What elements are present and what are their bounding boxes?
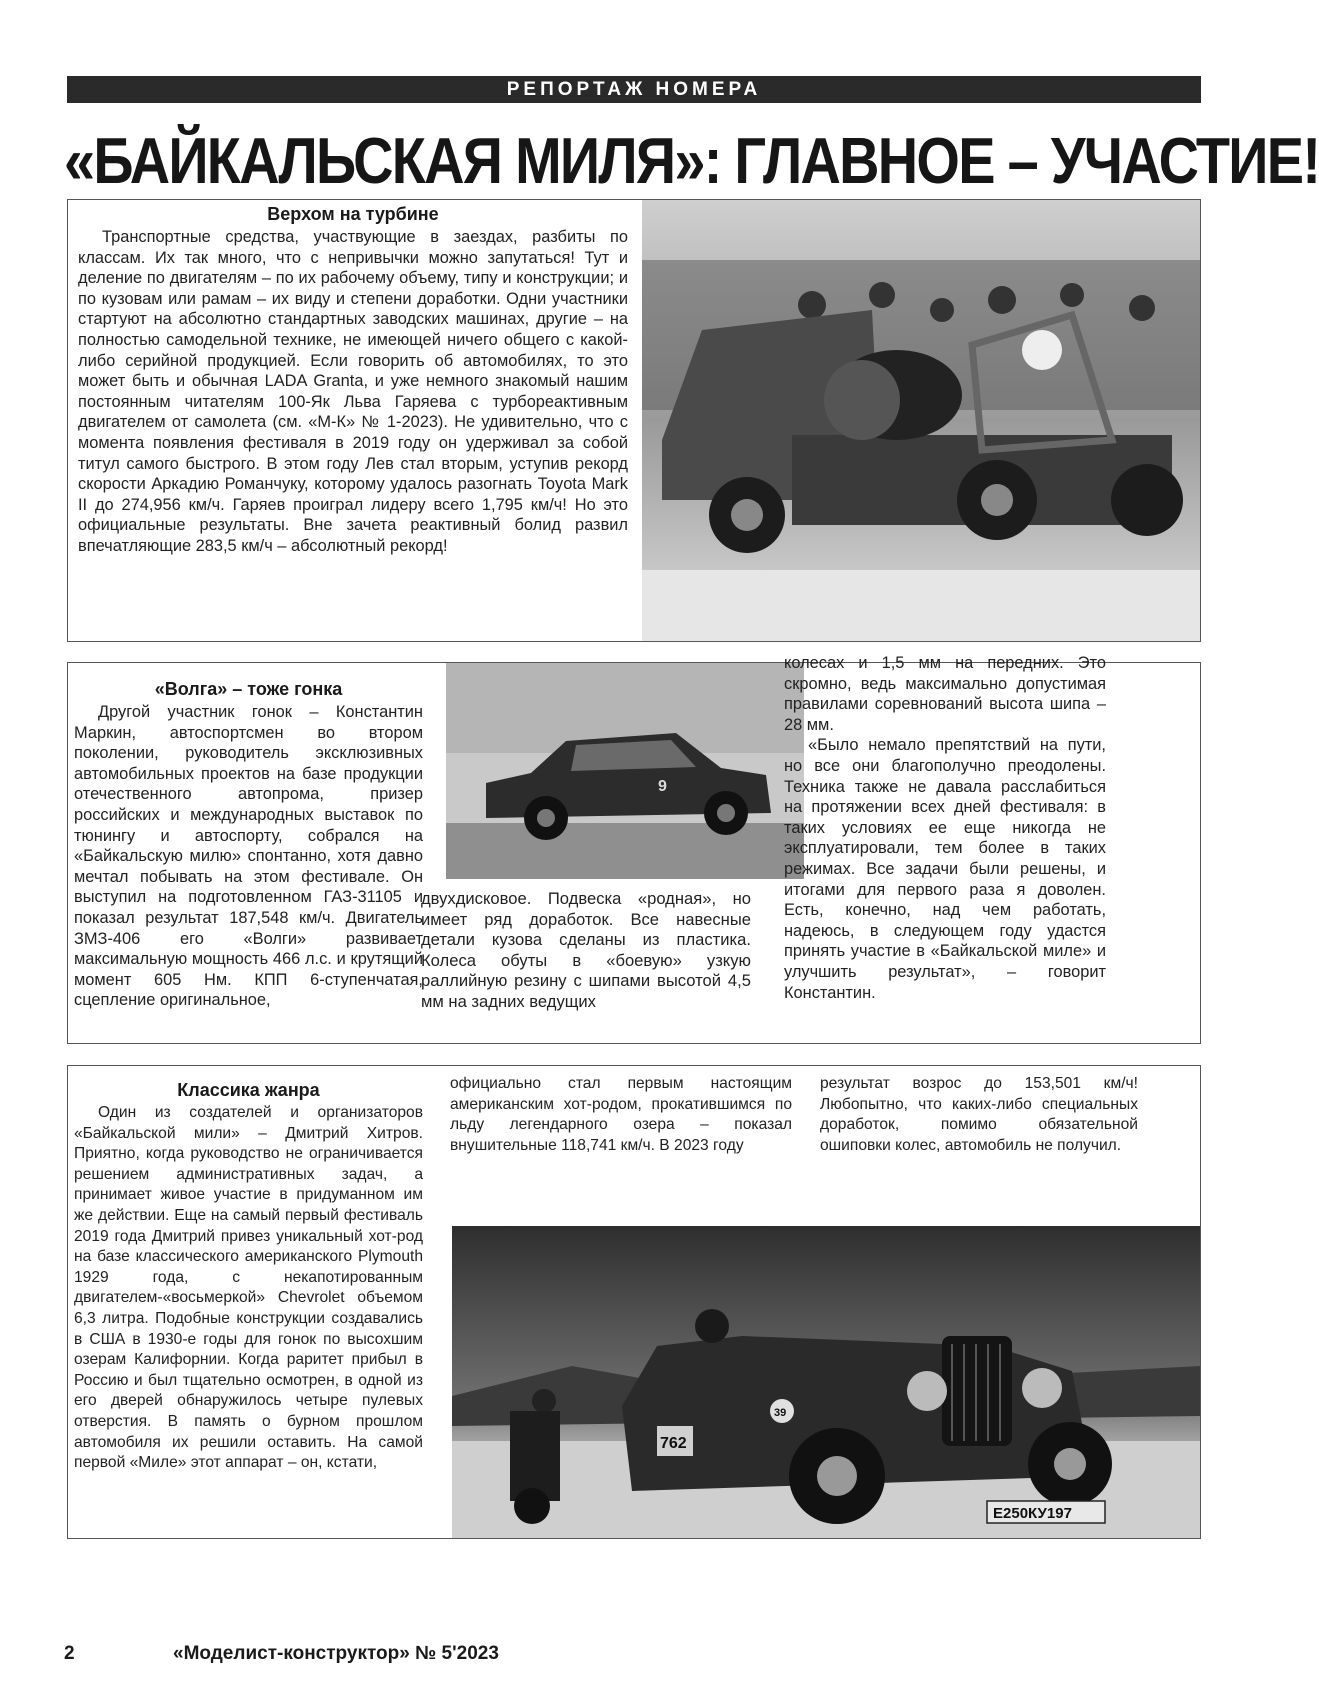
section-classic-title: Классика жанра xyxy=(177,1080,320,1100)
section-classic-col3-text: результат возрос до 153,501 км/ч! Любопытно, что каких-либо специальных доработок, помимо обязательной ошиповки колес, автомобиль не получил. xyxy=(820,1075,1138,1154)
section-turbine-text xyxy=(78,204,628,557)
section-volga-col1-text: Другой участник гонок – Константин Маркин, автоспортсмен во втором поколении, руководитель эксклюзивных автомобильных проектов на базе продукции отечественного автопрома, призер российских и международных выставок по тюнингу и автоспорту, собрался на «Байкальскую милю» спонтанно, хотя давно мечтал побывать на этом фестивале. Он выступил на подготовленном ГАЗ-31105 и показал результат 187,548 км/ч. Двигатель ЗМЗ-406 его «Волги» развивает максимальную мощность 466 л.с. и крутящий момент 605 Нм. КПП 6-ступенчатая, сцепление оригинальное, xyxy=(74,703,423,1010)
hotrod-number: 762 xyxy=(660,1435,687,1452)
page-number: 2 xyxy=(64,1643,75,1664)
section-turbine-title: Верхом на турбине xyxy=(267,204,439,224)
hotrod-plate: Е250КУ197 xyxy=(993,1505,1072,1522)
section-turbine-body: Транспортные средства, участвующие в заездах, разбиты по классам. Их так много, что с непривычки можно запутаться! Тут и деление по двигателям – по их рабочему объему, типу и конструкции; и по кузовам или рамам – их виду и степени доработки. Одни участники стартуют на абсолютно стандартных заводских машинах, другие – на полностью самодельной технике, не имеющей ничего общего с какой-либо серийной продукцией. Если говорить об автомобилях, то это может быть и обычная LADA Granta, и уже немного знакомый нашим постоянным читателям 100-Як Льва Гаряева с турбореактивным двигателем от самолета (см. «М-К» № 1-2023). Не удивительно, что с момента появления фестиваля в 2019 году он удерживал за собой титул самого быстрого. В этом году Лев стал вторым, уступив рекорд скорости Аркадию Романчуку, которому удалось разогнать Toyota Mark II до 274,956 км/ч. Гаряев проиграл лидеру всего 1,795 км/ч! Но это официальные результаты. Вне зачета реактивный болид развил впечатляющие 283,5 км/ч – абсолютный рекорд! xyxy=(78,228,628,555)
hotrod-badge: 39 xyxy=(774,1407,787,1419)
section-classic-col2-text: официально стал первым настоящим американским хот-родом, прокатившимся по льду легендарного озера – показал внушительные 118,741 км/ч. В 2023 году xyxy=(450,1075,792,1154)
section-volga-col3b-text: «Было немало препятствий на пути, но все они благополучно преодолены. Техника также не давала расслабиться на протяжении всех дней фестиваля: в таких условиях ее еще никогда не эксплуатировали, тем более в таких режимах. Все задачи были решены, и итогами для первого раза я доволен. Есть, конечно, над чем работать, надеюсь, в следующем году удастся принять участие в «Байкальской миле» и улучшить результат», – говорит Константин. xyxy=(784,736,1106,1002)
section-classic-col2 xyxy=(450,1074,792,1156)
section-classic-col1-text: Один из создателей и организаторов «Байкальской мили» – Дмитрий Хитров. Приятно, когда руководство не ограничивается решением административных задач, а принимает живое участие в придуманном им же действии. Еще на самый первый фестиваль 2019 года Дмитрий привез уникальный хот-род на базе классического американского Plymouth 1929 года, с некапотированным двигателем-«восьмеркой» Chevrolet объемом 6,3 литра. Подобные конструкции создавались в США в 1930-е годы для гонок по высохшим озерам Калифорнии. Когда раритет прибыл в Россию и был тщательно осмотрен, в одной из его дверей обнаружилось четыре пулевых отверстия. В память о бурном прошлом автомобиля их решили оставить. На самой первой «Миле» этот аппарат – он, кстати, xyxy=(74,1104,423,1472)
section-classic-col1 xyxy=(74,1080,423,1474)
photo-jet-car xyxy=(642,200,1200,641)
section-volga-col2 xyxy=(421,889,751,1013)
section-volga-title: «Волга» – тоже гонка xyxy=(154,679,343,699)
section-classic-col3 xyxy=(820,1074,1138,1156)
section-classic xyxy=(67,1065,1201,1539)
section-volga-col2-text: двухдисковое. Подвеска «родная», но имеет ряд доработок. Все навесные детали кузова сделаны из пластика. Колеса обуты в «боевую» узкую раллийную резину с шипами высотой 4,5 мм на задних ведущих xyxy=(421,889,751,1011)
photo-hotrod xyxy=(452,1226,1200,1538)
photo-volga-car xyxy=(446,663,804,879)
section-volga-col3 xyxy=(784,653,1106,1003)
magazine-issue: «Моделист-конструктор» № 5'2023 xyxy=(173,1643,499,1664)
volga-number: 9 xyxy=(658,778,667,795)
section-turbine xyxy=(67,199,1201,642)
section-volga xyxy=(67,654,1201,1044)
page-title: «БАЙКАЛЬСКАЯ МИЛЯ»: ГЛАВНОЕ – УЧАСТИЕ! xyxy=(64,124,1319,197)
section-volga-col3a-text: колесах и 1,5 мм на передних. Это скромно, ведь максимально допустимая правилами соревнований высота шипа – 28 мм. xyxy=(784,654,1106,734)
section-volga-col1 xyxy=(74,679,423,1011)
rubric-bar: РЕПОРТАЖ НОМЕРА xyxy=(67,76,1201,103)
